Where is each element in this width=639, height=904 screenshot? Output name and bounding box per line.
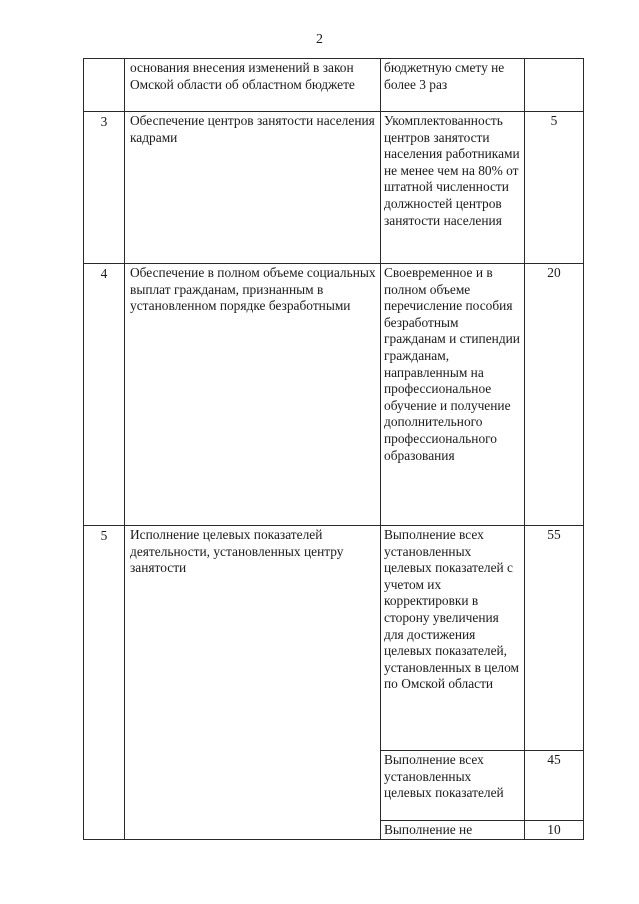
row-condition: Своевременное и в полном объеме перечисление пособия безработным гражданам и стипендии гражданам, направленным на профессиональное обучение и получение дополнительного профессионального образования [384, 265, 520, 463]
criteria-table [83, 58, 584, 840]
row-score-cell [525, 59, 584, 112]
page-number: 2 [316, 32, 323, 47]
row-score-cell: 45 [525, 751, 584, 821]
table-row [84, 526, 584, 751]
row-number-cell [84, 59, 125, 112]
table-row [84, 112, 584, 264]
row-score-cell: 10 [525, 821, 584, 840]
row-number-cell: 3 [84, 112, 125, 264]
row-number-cell: 4 [84, 264, 125, 526]
row-condition-cell [381, 59, 525, 112]
row-condition-cell [381, 264, 525, 526]
row-description: Обеспечение центров занятости населения кадрами [130, 113, 375, 145]
row-description-cell [125, 112, 381, 264]
row-description: основания внесения изменений в закон Омской области об областном бюджете [130, 60, 355, 92]
row-description-cell [125, 526, 381, 840]
row-score-cell: 20 [525, 264, 584, 526]
row-condition: Выполнение не [384, 822, 473, 837]
row-description-cell [125, 59, 381, 112]
row-condition-cell [381, 112, 525, 264]
row-description: Обеспечение в полном объеме социальных выплат гражданам, признанным в установленном порядке безработными [130, 265, 376, 314]
row-condition: Выполнение всех установленных целевых показателей с учетом их корректировки в сторону увеличения для достижения целевых показателей, установленных в целом по Омской области [384, 527, 519, 692]
table-row [84, 59, 584, 112]
row-condition: Выполнение всех установленных целевых показателей [384, 752, 504, 801]
row-score-cell: 55 [525, 526, 584, 751]
row-condition-cell [381, 821, 525, 840]
row-condition: Укомплектованность центров занятости населения работниками не менее чем на 80% от штатной численности должностей центров занятости населения [384, 113, 520, 228]
row-condition: бюджетную смету не более 3 раз [384, 60, 505, 92]
row-score-cell: 5 [525, 112, 584, 264]
row-description-cell [125, 264, 381, 526]
row-description: Исполнение целевых показателей деятельности, установленных центру занятости [130, 527, 344, 576]
row-number-cell: 5 [84, 526, 125, 840]
row-condition-cell [381, 751, 525, 821]
table-row [84, 264, 584, 526]
row-condition-cell [381, 526, 525, 751]
